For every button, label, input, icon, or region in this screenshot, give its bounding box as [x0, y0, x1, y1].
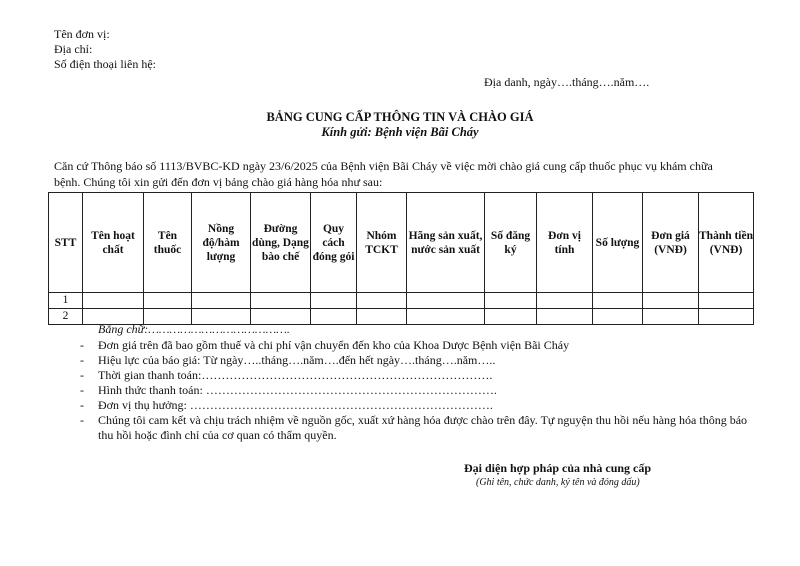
table-cell-stt: 2	[49, 309, 83, 325]
table-cell	[192, 293, 251, 309]
note-item-payment-method	[80, 383, 760, 398]
col-header-registration: Số đăng ký	[485, 193, 537, 293]
amount-in-words: Bằng chữ:………………………………….	[98, 322, 290, 336]
intro-paragraph-line-2: bệnh. Chúng tôi xin gửi đến đơn vị bảng chào giá hàng hóa như sau:	[54, 175, 383, 189]
document-title: BẢNG CUNG CẤP THÔNG TIN VÀ CHÀO GIÁ	[266, 110, 534, 124]
intro-paragraph-line-1: Căn cứ Thông báo số 1113/BVBC-KD ngày 23/6/2025 của Bệnh viện Bãi Cháy về việc mời chào giá cung cấp thuốc phục vụ khám chữa	[54, 159, 713, 173]
col-header-unit: Đơn vị tính	[537, 193, 593, 293]
col-header-stt: STT	[49, 193, 83, 293]
place-date-line: Địa danh, ngày….tháng….năm….	[484, 75, 650, 89]
table-cell	[251, 293, 311, 309]
table-cell	[357, 309, 407, 325]
col-header-route-form: Đường dùng, Dạng bào chế	[251, 193, 311, 293]
signature-instruction: (Ghi tên, chức danh, ký tên và đóng dấu)	[476, 477, 640, 488]
table-cell	[83, 293, 144, 309]
table-cell	[537, 293, 593, 309]
table-cell	[643, 309, 699, 325]
note-text: Thời gian thanh toán:……………………………………………………………….	[98, 368, 493, 382]
table-cell	[144, 293, 192, 309]
note-bullet: -	[80, 368, 84, 382]
table-cell	[593, 293, 643, 309]
note-text: Hình thức thanh toán: ……………………………………………………………….	[98, 383, 497, 397]
note-item-commitment	[80, 413, 760, 443]
notes-list	[80, 338, 760, 443]
table-cell-stt: 1	[49, 293, 83, 309]
col-header-manufacturer: Hãng sản xuất, nước sản xuất	[407, 193, 485, 293]
col-header-group: Nhóm TCKT	[357, 193, 407, 293]
phone-label: Số điện thoại liên hệ:	[54, 57, 156, 71]
col-header-concentration: Nồng độ/hàm lượng	[192, 193, 251, 293]
table-header-row	[49, 193, 754, 293]
col-header-drug-name: Tên thuốc	[144, 193, 192, 293]
note-item-price	[80, 338, 760, 353]
table-cell	[643, 293, 699, 309]
col-header-active-ingredient: Tên hoạt chất	[83, 193, 144, 293]
table-cell	[311, 293, 357, 309]
note-item-validity	[80, 353, 760, 368]
note-item-beneficiary	[80, 398, 760, 413]
note-bullet: -	[80, 398, 84, 412]
table-cell	[699, 293, 754, 309]
col-header-total: Thành tiền (VNĐ)	[699, 193, 754, 293]
note-text: Đơn giá trên đã bao gồm thuế và chi phí vận chuyển đến kho của Khoa Dược Bệnh viện Bãi Cháy	[98, 338, 570, 352]
signature-title: Đại diện hợp pháp của nhà cung cấp	[464, 461, 652, 475]
table-cell	[485, 309, 537, 325]
note-text: Chúng tôi cam kết và chịu trách nhiệm về nguồn gốc, xuất xứ hàng hóa được chào trên đây. Tự nguyện thu hồi nếu hàng hóa thông báo thu hồi hoặc đình chỉ của cơ quan có thẩm quyền.	[98, 413, 748, 442]
address-label: Địa chỉ:	[54, 42, 93, 56]
table-cell	[537, 309, 593, 325]
note-text: Đơn vị thụ hưởng: ………………………………………………………………….	[98, 398, 493, 412]
note-bullet: -	[80, 383, 84, 397]
recipient-line: Kính gửi: Bệnh viện Bãi Cháy	[321, 125, 479, 139]
note-bullet: -	[80, 413, 84, 427]
col-header-packaging: Quy cách đóng gói	[311, 193, 357, 293]
col-header-quantity: Số lượng	[593, 193, 643, 293]
note-text: Hiệu lực của báo giá: Từ ngày…..tháng….năm….đến hết ngày….tháng….năm…..	[98, 353, 496, 367]
table-cell	[485, 293, 537, 309]
table-cell	[407, 293, 485, 309]
table-cell	[407, 309, 485, 325]
quotation-table	[48, 192, 754, 325]
table-cell	[593, 309, 643, 325]
table-row	[49, 293, 754, 309]
col-header-unit-price: Đơn giá (VNĐ)	[643, 193, 699, 293]
table-cell	[699, 309, 754, 325]
table-cell	[311, 309, 357, 325]
note-bullet: -	[80, 338, 84, 352]
table-cell	[357, 293, 407, 309]
note-bullet: -	[80, 353, 84, 367]
unit-name-label: Tên đơn vị:	[54, 27, 110, 41]
note-item-payment-time	[80, 368, 760, 383]
